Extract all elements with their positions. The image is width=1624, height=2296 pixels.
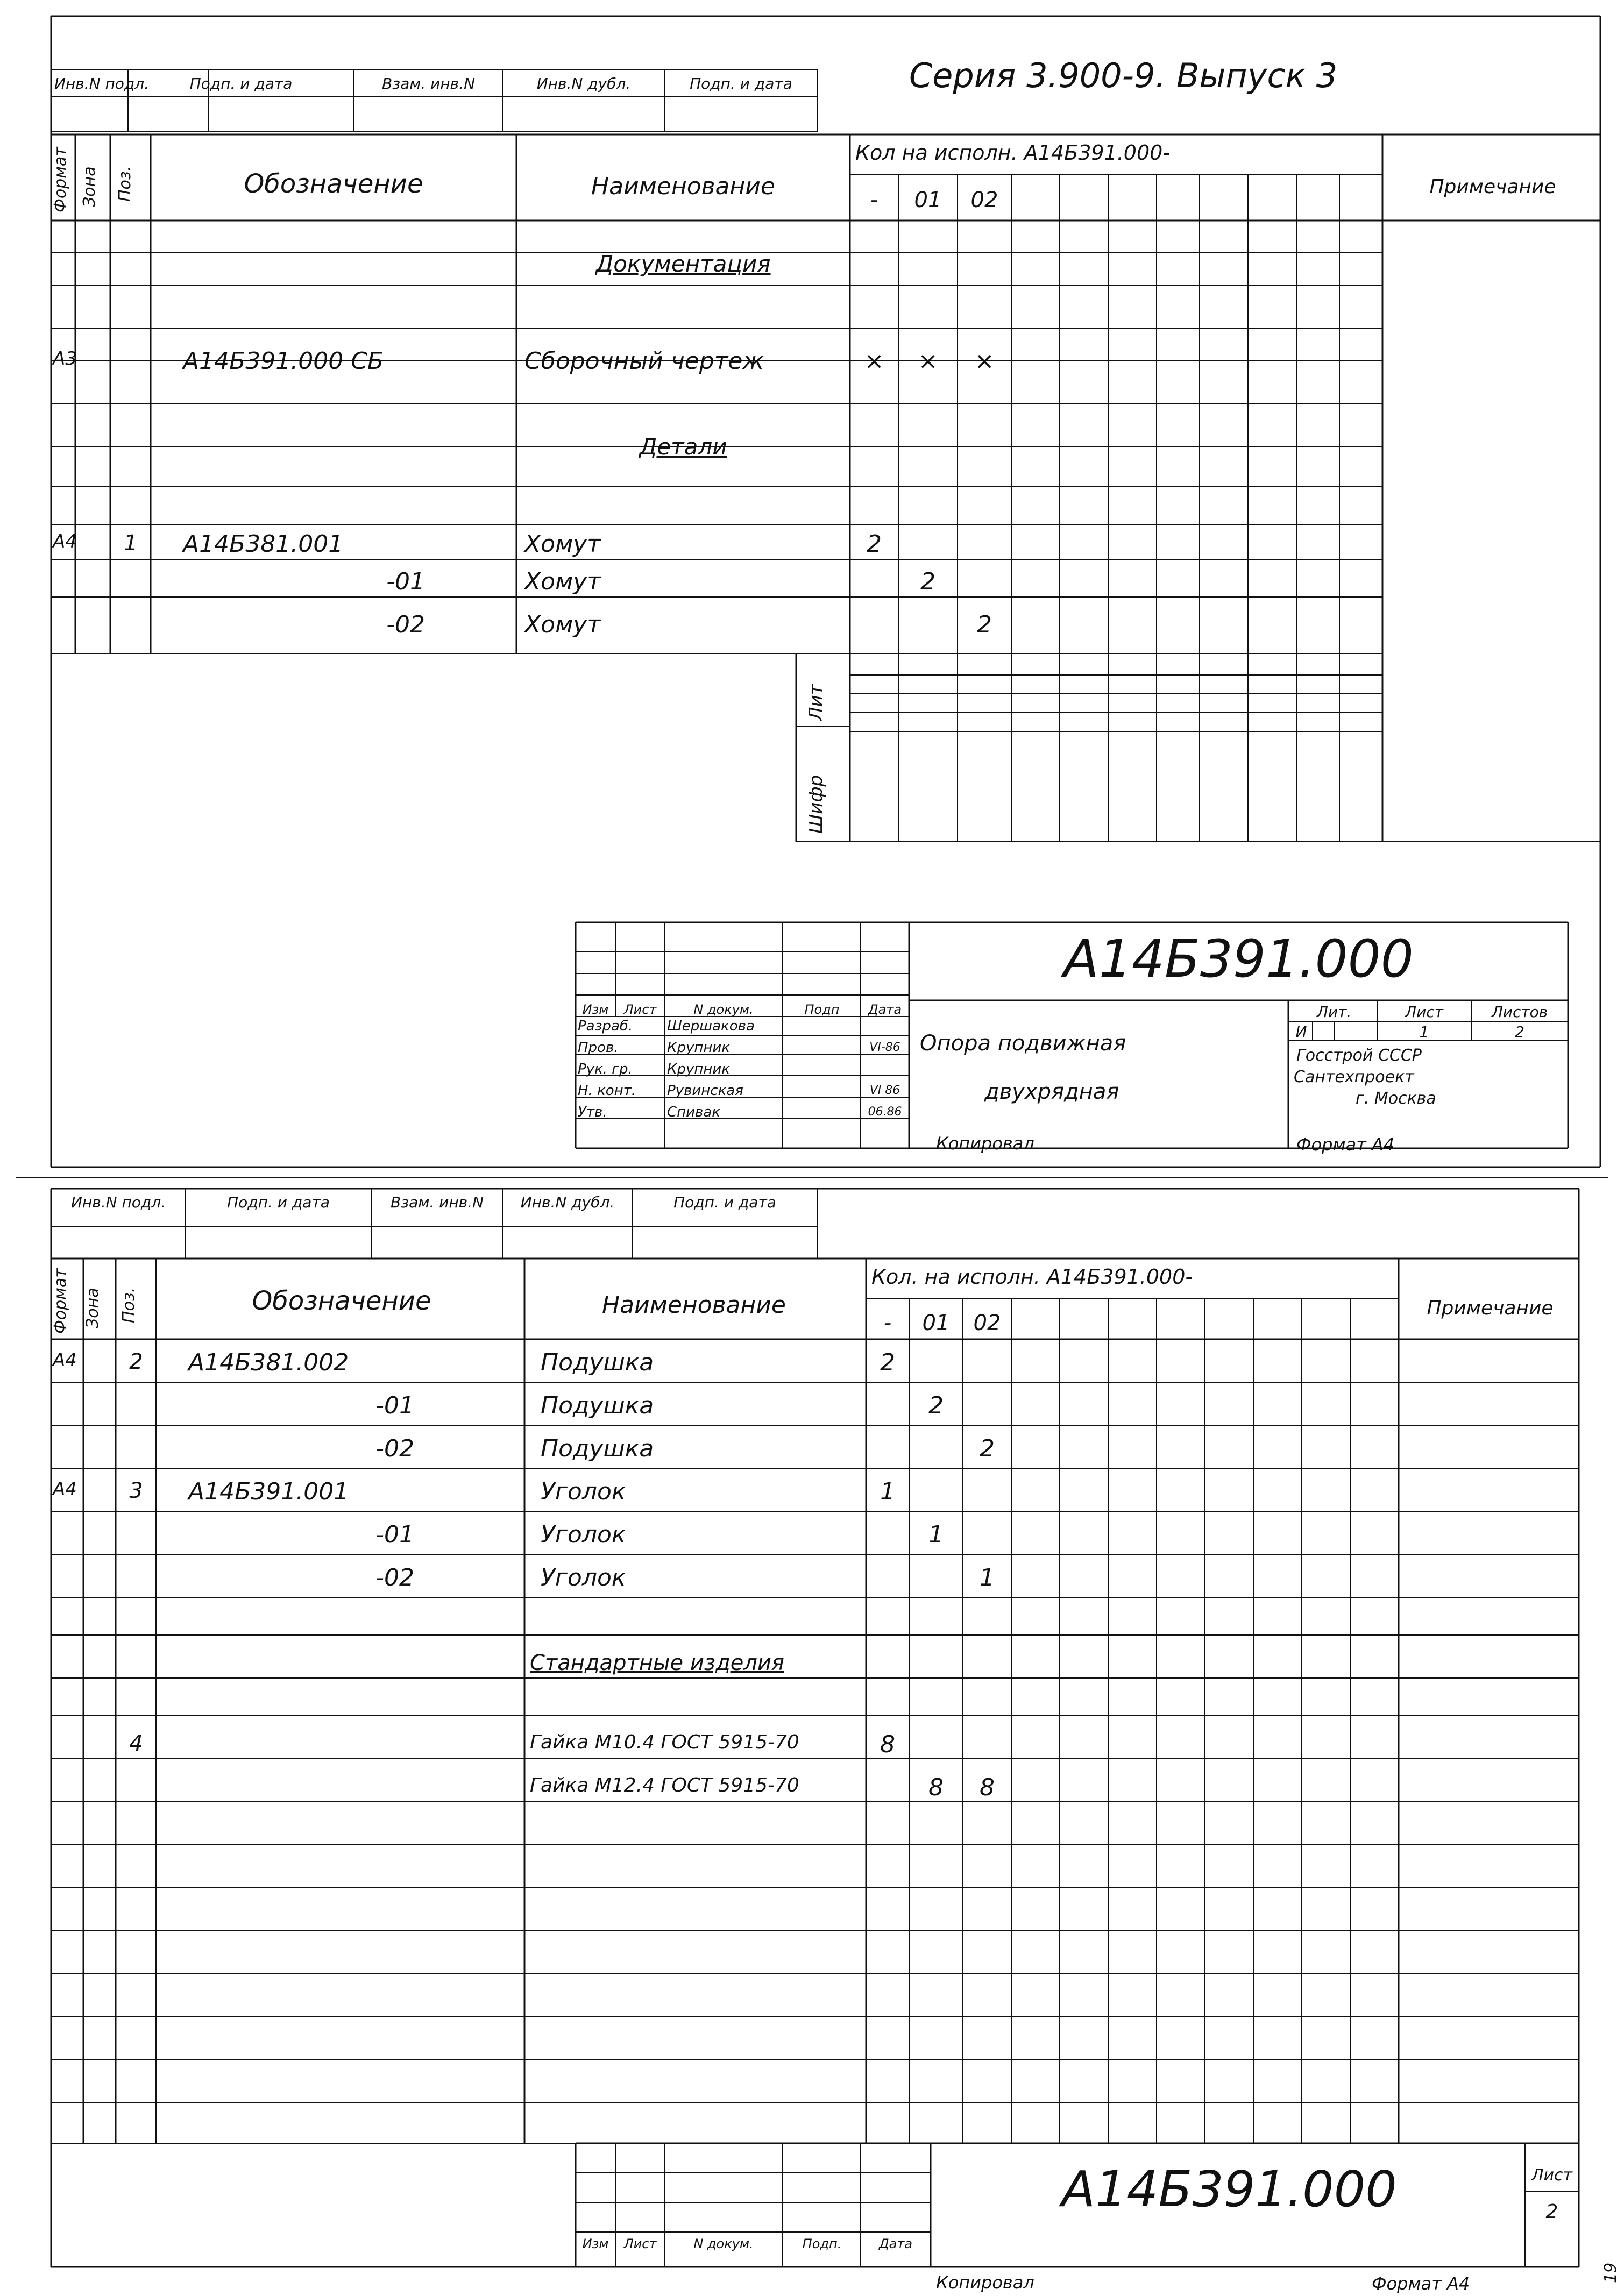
row-designation: А14Б391.000 СБ — [183, 347, 384, 375]
qty-col-header: 01 — [914, 188, 942, 212]
role-person: Спивак — [667, 1104, 721, 1120]
top-box-label: Подп. и дата — [227, 1193, 330, 1211]
row-name: Подушка — [541, 1435, 654, 1462]
row-name: Уголок — [541, 1521, 626, 1548]
title-header-cell: Подп. — [802, 2236, 842, 2251]
title-header-cell: Изм — [582, 2236, 609, 2251]
row-name: Сборочный чертеж — [524, 347, 764, 375]
doc-number: А14Б391.000 — [1061, 2160, 1397, 2218]
item-name: двухрядная — [984, 1079, 1119, 1104]
header-zone: Зона — [80, 166, 99, 207]
row-qty: 1 — [980, 1564, 995, 1591]
item-name: Опора подвижная — [920, 1031, 1126, 1056]
role-label: Рук. гр. — [578, 1061, 633, 1077]
row-name: Подушка — [541, 1349, 654, 1376]
row-designation: -01 — [375, 1521, 414, 1548]
sheet-label: Лист — [1405, 1003, 1443, 1021]
row-designation: А14Б381.002 — [188, 1349, 349, 1376]
top-box-label: Взам. инв.N — [390, 1193, 484, 1211]
header-name: Наименование — [602, 1291, 786, 1319]
lit-label: Лит. — [1316, 1003, 1352, 1021]
title-header-cell: Подп — [804, 1002, 840, 1017]
top-box-label: Подп. и дата — [673, 1193, 776, 1211]
format-label: Формат А4 — [1372, 2273, 1470, 2294]
row-designation: -01 — [375, 1392, 414, 1419]
header-format: Формат — [51, 1268, 70, 1334]
qty-col-header: - — [870, 188, 878, 212]
org-name: Госстрой СССР — [1296, 1046, 1422, 1065]
row-designation: А14Б381.001 — [183, 530, 344, 558]
top-box-label: Взам. инв.N — [381, 75, 476, 93]
top-box-label: Инв.N дубл. — [520, 1193, 615, 1211]
row-name: Уголок — [541, 1478, 626, 1505]
row-format: А4 — [53, 531, 77, 552]
qty-col-header: - — [883, 1311, 892, 1335]
row-qty: 2 — [880, 1349, 895, 1376]
role-person: Шершакова — [667, 1018, 755, 1034]
top-box-label: Подп. и дата — [690, 75, 792, 93]
row-qty: 2 — [920, 568, 935, 595]
sheet-value: 1 — [1419, 1023, 1429, 1041]
row-qty: 2 — [928, 1392, 944, 1419]
row-name: Гайка М10.4 ГОСТ 5915-70 — [530, 1731, 799, 1753]
row-format: А4 — [53, 1478, 77, 1500]
row-designation: -02 — [375, 1564, 414, 1591]
row-designation: А14Б391.001 — [188, 1478, 349, 1505]
row-name: Хомут — [524, 530, 601, 558]
role-person: Крупник — [667, 1040, 730, 1056]
header-pos: Поз. — [116, 166, 134, 202]
label-cipher: Шифр — [805, 774, 827, 834]
format-label: Формат А4 — [1296, 1134, 1395, 1155]
role-date: 06.86 — [868, 1105, 902, 1119]
corner-mark: 19 — [1601, 2262, 1620, 2283]
title-header-cell: Дата — [878, 2236, 913, 2251]
header-name: Наименование — [591, 173, 775, 200]
row-designation: -02 — [375, 1435, 414, 1462]
header-format: Формат — [51, 147, 70, 212]
role-date: VI-86 — [869, 1041, 900, 1054]
top-box-label: Инв.N дубл. — [536, 75, 631, 93]
qty-col-header: 01 — [922, 1311, 950, 1335]
title-header-cell: N докум. — [693, 1002, 754, 1017]
section-heading: Документация — [595, 251, 771, 277]
row-qty: × — [974, 347, 995, 375]
header-zone: Зона — [83, 1288, 102, 1328]
section-heading: Детали — [639, 433, 727, 460]
header-pos: Поз. — [119, 1287, 138, 1323]
header-designation: Обозначение — [252, 1286, 431, 1316]
row-name: Хомут — [524, 611, 601, 638]
row-pos: 3 — [129, 1478, 143, 1503]
row-qty: 2 — [977, 611, 992, 638]
role-person: Крупник — [667, 1061, 730, 1077]
title-header-cell: Дата — [868, 1002, 902, 1017]
header-qty-group: Кол. на исполн. А14Б391.000- — [871, 1265, 1193, 1289]
header-designation: Обозначение — [244, 169, 423, 199]
label-lit: Лит — [805, 684, 827, 721]
row-format: А4 — [53, 1349, 77, 1371]
row-format: А3 — [53, 348, 77, 369]
title-header-cell: Лист — [623, 1002, 657, 1017]
header-qty-group: Кол на исполн. А14Б391.000- — [855, 141, 1171, 165]
row-qty: 8 — [928, 1774, 944, 1801]
top-box-label: Инв.N подл. — [54, 75, 150, 93]
role-label: Утв. — [578, 1104, 607, 1120]
row-name: Подушка — [541, 1392, 654, 1419]
role-label: Пров. — [578, 1040, 619, 1056]
row-designation: -01 — [386, 568, 425, 595]
header-note: Примечание — [1427, 1297, 1554, 1319]
row-qty: 1 — [928, 1521, 944, 1548]
row-name: Хомут — [524, 568, 601, 595]
lit-value: И — [1295, 1023, 1307, 1041]
title-header-cell: N докум. — [693, 2236, 754, 2251]
role-label: Н. конт. — [578, 1083, 636, 1099]
row-qty: 8 — [880, 1731, 895, 1758]
row-qty: 8 — [980, 1774, 995, 1801]
row-qty: 2 — [980, 1435, 995, 1462]
section-heading: Стандартные изделия — [530, 1651, 784, 1675]
role-label: Разраб. — [578, 1018, 633, 1034]
row-pos: 2 — [129, 1349, 143, 1374]
sheets-label: Листов — [1491, 1003, 1548, 1021]
title-header-cell: Лист — [623, 2236, 657, 2251]
row-qty: × — [864, 347, 884, 375]
role-person: Рувинская — [667, 1083, 743, 1099]
sheets-value: 2 — [1515, 1023, 1524, 1041]
row-qty: 1 — [880, 1478, 895, 1505]
sheet-label: Лист — [1531, 2166, 1573, 2185]
doc-number: А14Б391.000 — [1063, 929, 1414, 989]
org-name: Сантехпроект — [1294, 1068, 1414, 1086]
row-name: Уголок — [541, 1564, 626, 1591]
org-name: г. Москва — [1356, 1089, 1436, 1108]
title-header-cell: Изм — [582, 1002, 609, 1017]
qty-col-header: 02 — [973, 1311, 1001, 1335]
header-note: Примечание — [1429, 176, 1556, 198]
copied-label: Копировал — [936, 2272, 1034, 2293]
series-title: Серия 3.900-9. Выпуск 3 — [909, 56, 1338, 95]
top-box-label: Инв.N подл. — [70, 1193, 166, 1211]
row-name: Гайка М12.4 ГОСТ 5915-70 — [530, 1774, 799, 1796]
row-qty: × — [918, 347, 938, 375]
top-box-label: Подп. и дата — [189, 75, 293, 93]
qty-col-header: 02 — [970, 188, 998, 212]
row-designation: -02 — [386, 611, 425, 638]
role-date: VI 86 — [869, 1084, 900, 1097]
row-pos: 1 — [124, 531, 138, 556]
row-qty: 2 — [867, 530, 882, 558]
copied-label: Копировал — [936, 1133, 1034, 1154]
row-pos: 4 — [129, 1731, 143, 1756]
sheet-value: 2 — [1545, 2201, 1558, 2223]
